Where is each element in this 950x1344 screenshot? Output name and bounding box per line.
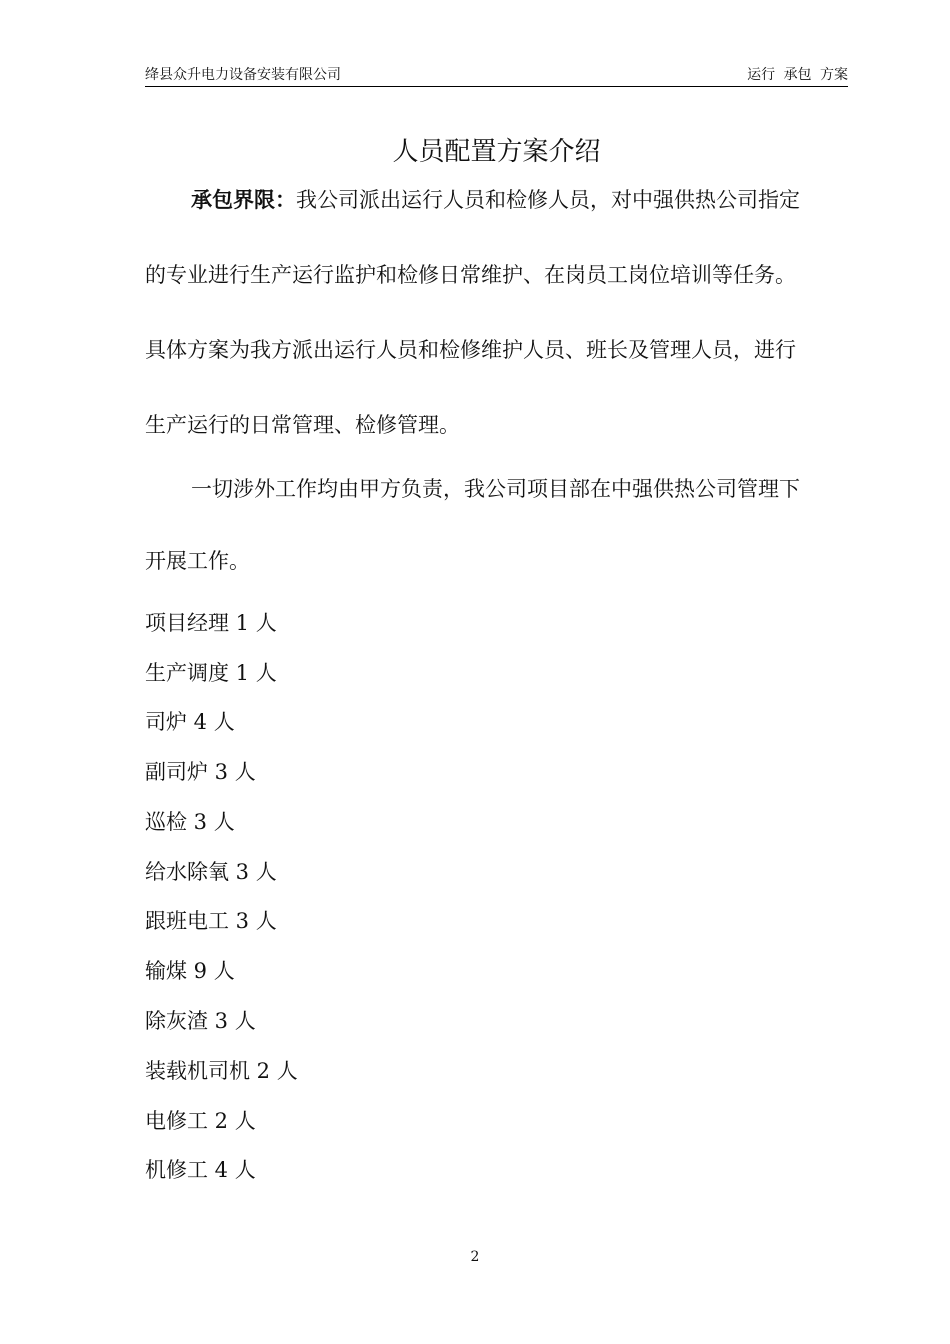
staff-item-assistant-stoker: 副司炉 3 人 [145,760,256,784]
paragraph-1-line-4: 生产运行的日常管理、检修管理。 [145,413,460,437]
staff-item-patrol-inspector: 巡检 3 人 [145,810,235,834]
paragraph-2-line-1 [145,474,845,504]
staff-item-project-manager: 项目经理 1 人 [145,611,277,635]
paragraph-1-line-2: 的专业进行生产运行监护和检修日常维护、在岗员工岗位培训等任务。 [145,263,796,287]
paragraph-2-line-1-text: 一切涉外工作均由甲方负责，我公司项目部在中强供热公司管理下 [191,477,800,501]
staff-item-production-dispatcher: 生产调度 1 人 [145,661,277,685]
page-number: 2 [470,1249,480,1265]
page-header [145,66,848,87]
document-title: 人员配置方案介绍 [392,137,601,167]
staff-item-stoker: 司炉 4 人 [145,710,235,734]
paragraph-1-line-3: 具体方案为我方派出运行人员和检修维护人员、班长及管理人员，进行 [145,338,796,362]
staff-item-mechanical-repair: 机修工 4 人 [145,1158,256,1182]
paragraph-1-line-1 [145,185,845,215]
staff-item-electrical-repair: 电修工 2 人 [145,1109,256,1133]
staff-item-feedwater-deaeration: 给水除氧 3 人 [145,860,277,884]
staff-item-ash-removal: 除灰渣 3 人 [145,1009,256,1033]
header-document-type: 运行 承包 方案 [747,67,848,83]
paragraph-1-line-1-text: 我公司派出运行人员和检修人员，对中强供热公司指定 [296,188,800,212]
staff-item-loader-driver: 装载机司机 2 人 [145,1059,298,1083]
paragraph-2-line-2: 开展工作。 [145,549,250,573]
staff-item-shift-electrician: 跟班电工 3 人 [145,909,277,933]
header-company-name: 绛县众升电力设备安装有限公司 [145,67,341,83]
staff-item-coal-conveying: 输煤 9 人 [145,959,235,983]
contract-scope-label: 承包界限： [191,188,296,212]
